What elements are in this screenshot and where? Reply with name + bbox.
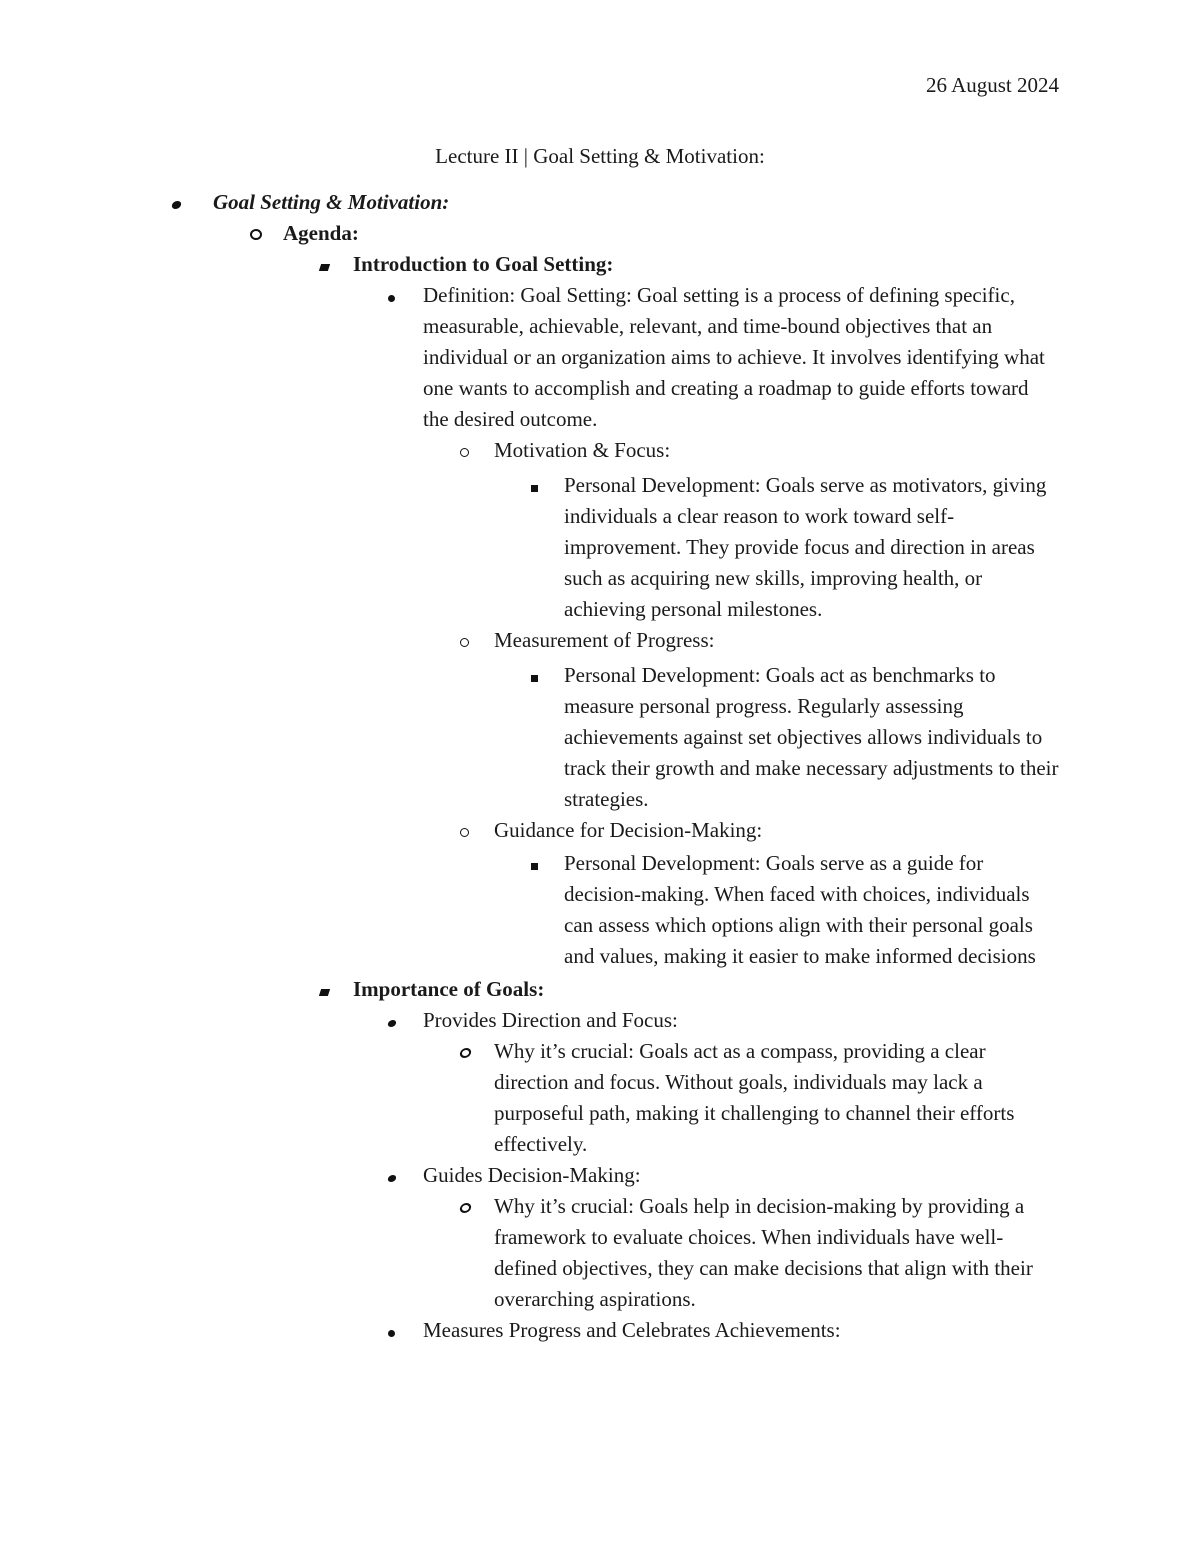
section-heading: Introduction to Goal Setting: bbox=[353, 252, 614, 276]
importance-label: Provides Direction and Focus: bbox=[423, 1008, 678, 1032]
bullet-square-icon bbox=[531, 848, 538, 879]
detail-text: Why it’s crucial: Goals help in decision-making by providing a framework to evaluate choices. When individuals have well-defined objectives, they can make decisions that align with their overarching aspirations. bbox=[494, 1194, 1033, 1311]
bullet-square-icon bbox=[531, 470, 538, 501]
bullet-square-icon bbox=[531, 660, 538, 691]
subtopic-label: Measurement of Progress: bbox=[494, 628, 715, 652]
list-item-importance-point bbox=[0, 1315, 1058, 1346]
document-title: Lecture II | Goal Setting & Motivation: bbox=[435, 144, 765, 168]
list-item-detail bbox=[0, 1191, 1059, 1315]
bullet-dot-icon bbox=[388, 1315, 395, 1346]
list-item-subtopic bbox=[0, 435, 1059, 466]
bullet-ring-icon bbox=[250, 218, 262, 249]
bullet-ring-icon bbox=[460, 1191, 471, 1222]
list-item-importance-point bbox=[0, 1005, 1058, 1036]
subtopic-label: Motivation & Focus: bbox=[494, 438, 671, 462]
detail-text: Personal Development: Goals act as benchmarks to measure personal progress. Regularly assessing achievements against set objectives allows individuals to track their growth and make necessary adjustments to their strategies. bbox=[564, 663, 1059, 811]
importance-label: Measures Progress and Celebrates Achievements: bbox=[423, 1318, 841, 1342]
detail-text: Personal Development: Goals serve as motivators, giving individuals a clear reason to work toward self-improvement. They provide focus and direction in areas such as acquiring new skills, improving health, or achieving personal milestones. bbox=[564, 473, 1047, 621]
bullet-square-icon bbox=[320, 249, 329, 280]
list-item-detail bbox=[0, 660, 1059, 815]
bullet-dot-icon bbox=[388, 1160, 396, 1191]
list-item-subtopic bbox=[0, 815, 1059, 846]
list-item-goal-setting bbox=[0, 187, 1063, 218]
bullet-ring-icon bbox=[460, 435, 469, 466]
detail-text: Why it’s crucial: Goals act as a compass, providing a clear direction and focus. Without goals, individuals may lack a purposeful path, making it challenging to channel their efforts effectively. bbox=[494, 1039, 1015, 1156]
list-item-detail bbox=[0, 1036, 1059, 1160]
definition-text: Definition: Goal Setting: Goal setting is a process of defining specific, measurable, achievable, relevant, and time-bound objectives that an individual or an organization aims to achieve. It involves identifying what one wants to accomplish and creating a roadmap to guide efforts toward the desired outcome. bbox=[423, 283, 1045, 431]
section-heading: Importance of Goals: bbox=[353, 977, 545, 1001]
bullet-dot-icon bbox=[388, 1005, 396, 1036]
list-item-definition bbox=[0, 280, 1058, 435]
list-item-importance-point bbox=[0, 1160, 1058, 1191]
bullet-ring-icon bbox=[460, 1036, 471, 1067]
importance-label: Guides Decision-Making: bbox=[423, 1163, 641, 1187]
document-date: 26 August 2024 bbox=[925, 73, 1059, 97]
list-item-detail bbox=[0, 848, 1059, 972]
list-item-introduction bbox=[0, 249, 1063, 280]
detail-text: Personal Development: Goals serve as a guide for decision-making. When faced with choices, individuals can assess which options align with their personal goals and values, making it easier to make informed decisions bbox=[564, 851, 1036, 968]
bullet-dot-icon bbox=[172, 187, 181, 218]
list-item-detail bbox=[0, 470, 1059, 625]
bullet-dot-icon bbox=[388, 280, 395, 311]
bullet-ring-icon bbox=[460, 815, 469, 846]
outline bbox=[0, 187, 1200, 1346]
list-item-agenda bbox=[0, 218, 1063, 249]
bullet-square-icon bbox=[320, 974, 329, 1005]
agenda-heading: Agenda: bbox=[283, 221, 359, 245]
list-item-subtopic bbox=[0, 625, 1059, 656]
bullet-ring-icon bbox=[460, 625, 469, 656]
outline-heading: Goal Setting & Motivation: bbox=[213, 190, 450, 214]
list-item-importance bbox=[0, 974, 1063, 1005]
subtopic-label: Guidance for Decision-Making: bbox=[494, 818, 763, 842]
